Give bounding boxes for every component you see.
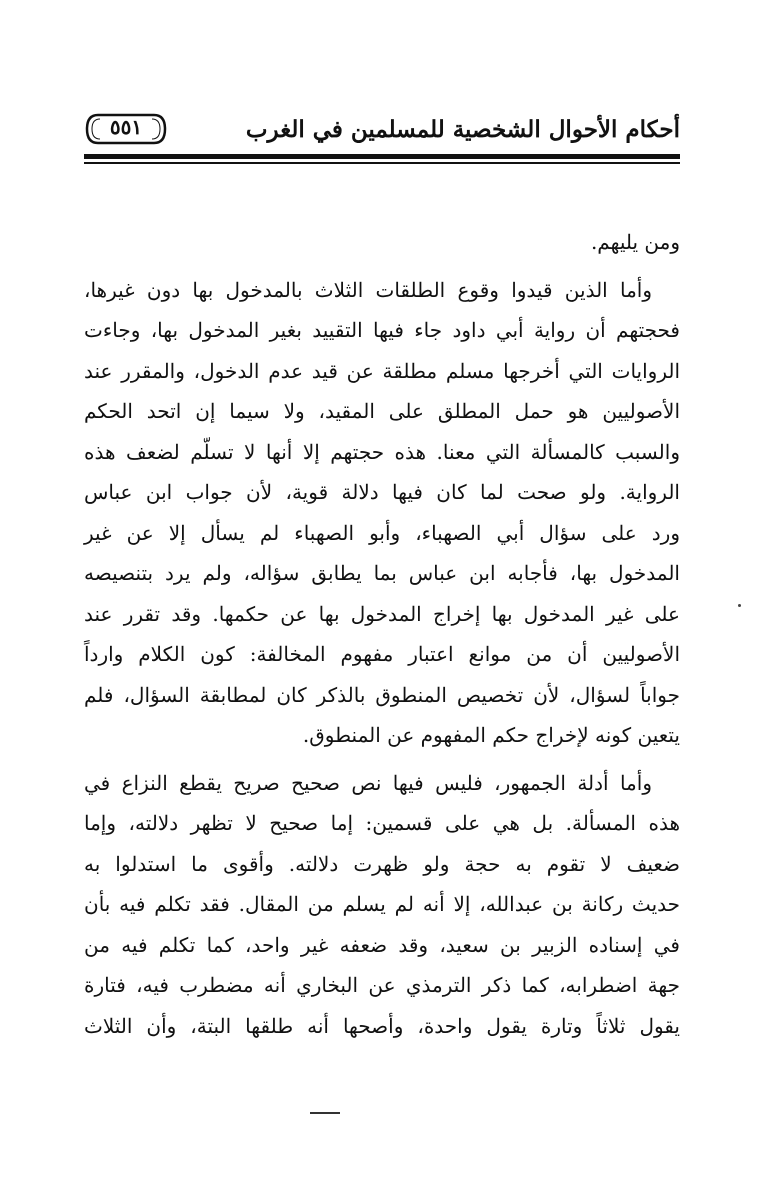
running-header bbox=[84, 112, 680, 150]
text-line: وأما أدلة الجمهور، فليس فيها نص صحيح صريح يقطع النزاع في bbox=[84, 770, 652, 795]
text-line: ومن يليهم. bbox=[590, 230, 680, 254]
footer-dash bbox=[310, 1112, 340, 1114]
text-line: الرواية. ولو صحت لما كان فيها دلالة قوية، لأن جواب ابن عباس bbox=[84, 480, 680, 504]
text-line: على غير المدخول بها إخراج المدخول بها عن حكمها. وقد تقرر عند bbox=[84, 601, 680, 626]
text-line: وأما الذين قيدوا وقوع الطلقات الثلاث بالمدخول بها دون غيرها، bbox=[84, 277, 652, 302]
paragraph-2 bbox=[84, 270, 680, 756]
text-line: الروايات التي أخرجها مسلم مطلقة عن قيد عدم الدخول، والمقرر عند bbox=[84, 358, 680, 383]
text-line: هذه المسألة. بل هي على قسمين: إما صحيح لا تظهر دلالته، وإما bbox=[84, 811, 680, 835]
paragraph-3 bbox=[84, 763, 680, 1047]
text-line: فحجتهم أن رواية أبي داود جاء فيها التقييد بغير المدخول بها، وجاءت bbox=[84, 318, 680, 342]
text-line: الأصوليين أن من موانع اعتبار مفهوم المخالفة: كون الكلام وارداً bbox=[84, 642, 680, 666]
paragraph-1 bbox=[84, 222, 680, 263]
page-number: ٥٥١ bbox=[109, 115, 143, 139]
page-body bbox=[84, 222, 680, 1046]
text-line: جواباً لسؤال، لأن تخصيص المنطوق بالذكر كان لمطابقة السؤال، فلم bbox=[84, 682, 680, 707]
page-number-badge bbox=[84, 112, 168, 146]
text-line: يتعين كونه لإخراج حكم المفهوم عن المنطوق. bbox=[302, 723, 680, 747]
text-line: يقول ثلاثاً وتارة يقول واحدة، وأصحها أنه طلقها البتة، وأن الثلاث bbox=[84, 1013, 680, 1038]
header-rule-thick bbox=[84, 154, 680, 159]
text-line: حديث ركانة بن عبدالله، إلا أنه لم يسلم من المقال. فقد تكلم فيه بأن bbox=[84, 892, 680, 916]
text-line: في إسناده الزبير بن سعيد، وقد ضعفه غير واحد، كما تكلم فيه من bbox=[84, 932, 680, 957]
text-line: والسبب كالمسألة التي معنا. هذه حجتهم إلا أنها لا تسلّم لضعف هذه bbox=[84, 439, 680, 464]
header-rule-thin bbox=[84, 162, 680, 164]
text-line: ورد على سؤال أبي الصهباء، وأبو الصهباء لم يسأل إلا عن غير bbox=[84, 520, 680, 545]
margin-speck bbox=[738, 604, 741, 607]
book-title: أحكام الأحوال الشخصية للمسلمين في الغرب bbox=[245, 116, 680, 143]
text-line: الأصوليين هو حمل المطلق على المقيد، ولا سيما إن اتحد الحكم bbox=[84, 399, 680, 423]
text-line: جهة اضطرابه، كما ذكر الترمذي عن البخاري أنه مضطرب فيه، فتارة bbox=[84, 973, 680, 997]
text-line: ضعيف لا تقوم به حجة ولو ظهرت دلالته. وأقوى ما استدلوا به bbox=[84, 851, 680, 876]
text-line: المدخول بها، فأجابه ابن عباس بما يطابق سؤاله، ولم يرد بتنصيصه bbox=[84, 561, 680, 585]
